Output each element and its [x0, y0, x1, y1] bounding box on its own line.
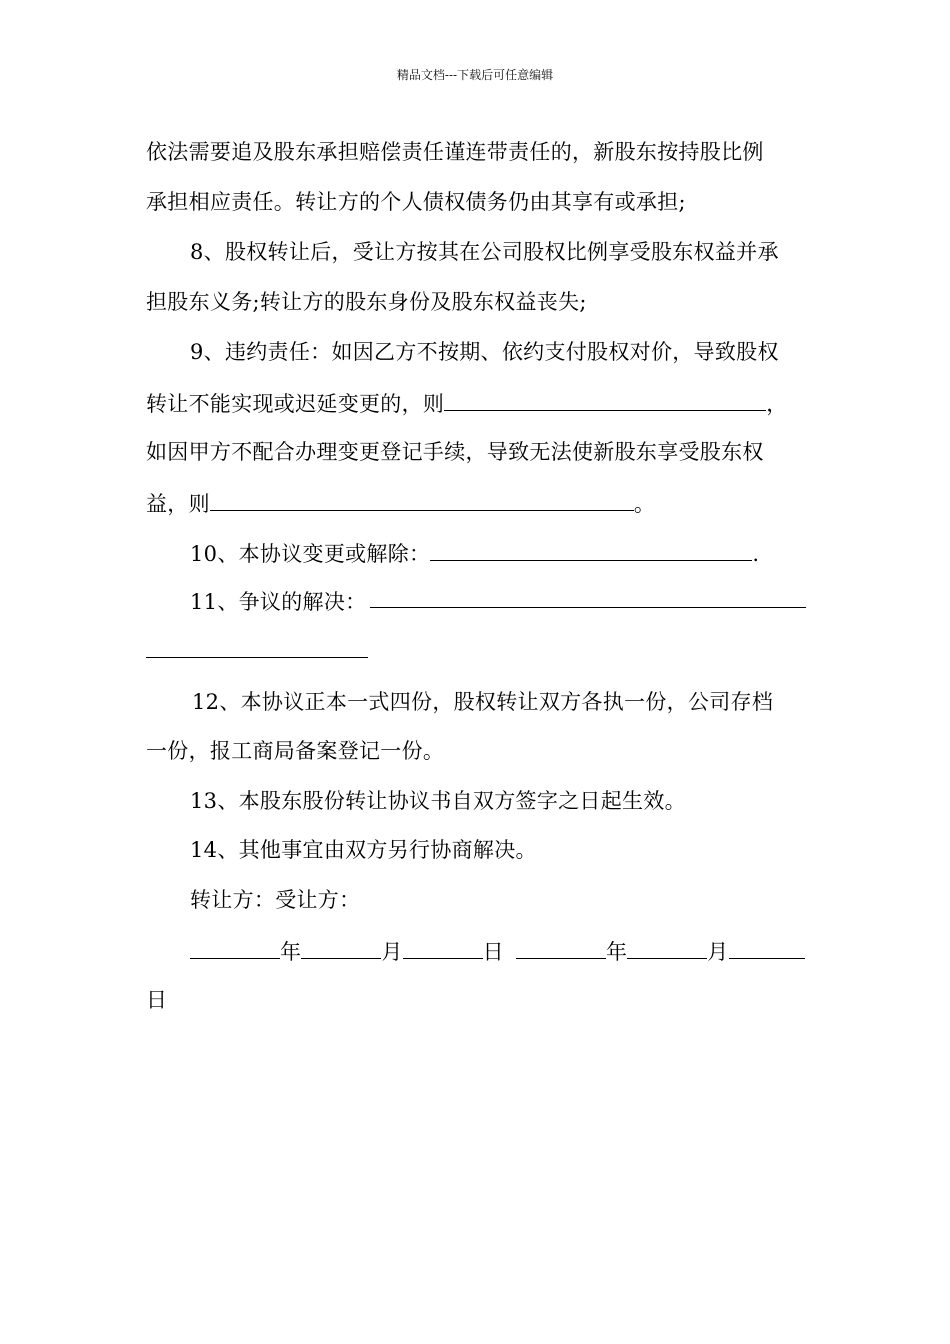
text-segment: .	[752, 542, 760, 566]
text-segment: 转让不能实现或迟延变更的，则	[146, 392, 445, 416]
fill-in-blank[interactable]	[430, 538, 752, 561]
text-segment: 10、本协议变更或解除：	[190, 542, 431, 566]
clause-9-line: 9、违约责任：如因乙方不按期、依约支付股权对价，导致股权	[190, 340, 779, 364]
date-blank[interactable]	[403, 936, 483, 959]
date-day-label: 日	[146, 988, 168, 1012]
date-day-label: 日	[482, 940, 504, 964]
paragraph-line	[146, 488, 655, 518]
date-blank[interactable]	[516, 936, 606, 959]
clause-10-line	[190, 538, 759, 568]
paragraph-line: 如因甲方不配合办理变更登记手续，导致无法使新股东享受股东权	[146, 440, 764, 464]
fill-in-blank[interactable]	[146, 657, 368, 658]
text-segment: 。	[633, 492, 656, 516]
clause-12-line: 12、本协议正本一式四份，股权转让双方各执一份，公司存档	[192, 690, 774, 714]
text-segment: ，	[766, 392, 788, 416]
clause-13-line: 13、本股东股份转让协议书自双方签字之日起生效。	[190, 789, 686, 813]
date-line	[190, 936, 805, 966]
signature-parties: 转让方：受让方：	[190, 888, 361, 912]
clause-14-line: 14、其他事宜由双方另行协商解决。	[190, 838, 537, 862]
paragraph-line	[146, 388, 788, 418]
date-month-label: 月	[707, 940, 729, 964]
date-blank[interactable]	[190, 936, 280, 959]
clause-11-line	[190, 588, 366, 616]
text-segment: 益，则	[146, 492, 210, 516]
paragraph-line: 依法需要追及股东承担赔偿责任谨连带责任的，新股东按持股比例	[146, 140, 764, 164]
date-blank[interactable]	[729, 936, 805, 959]
date-year-label: 年	[280, 940, 302, 964]
date-blank[interactable]	[301, 936, 381, 959]
paragraph-line: 承担相应责任。转让方的个人债权债务仍由其享有或承担;	[146, 190, 686, 214]
text-segment: 11、争议的解决：	[190, 590, 367, 614]
paragraph-line: 一份，报工商局备案登记一份。	[146, 739, 445, 763]
page-header: 精品文档---下载后可任意编辑	[396, 68, 554, 82]
date-blank[interactable]	[627, 936, 707, 959]
paragraph-line: 担股东义务;转让方的股东身份及股东权益丧失;	[146, 290, 587, 314]
date-month-label: 月	[381, 940, 403, 964]
fill-in-blank[interactable]	[370, 607, 806, 608]
fill-in-blank[interactable]	[210, 488, 634, 511]
date-year-label: 年	[605, 940, 628, 964]
clause-8-line: 8、股权转让后，受让方按其在公司股权比例享受股东权益并承	[190, 240, 779, 264]
fill-in-blank[interactable]	[444, 388, 766, 411]
